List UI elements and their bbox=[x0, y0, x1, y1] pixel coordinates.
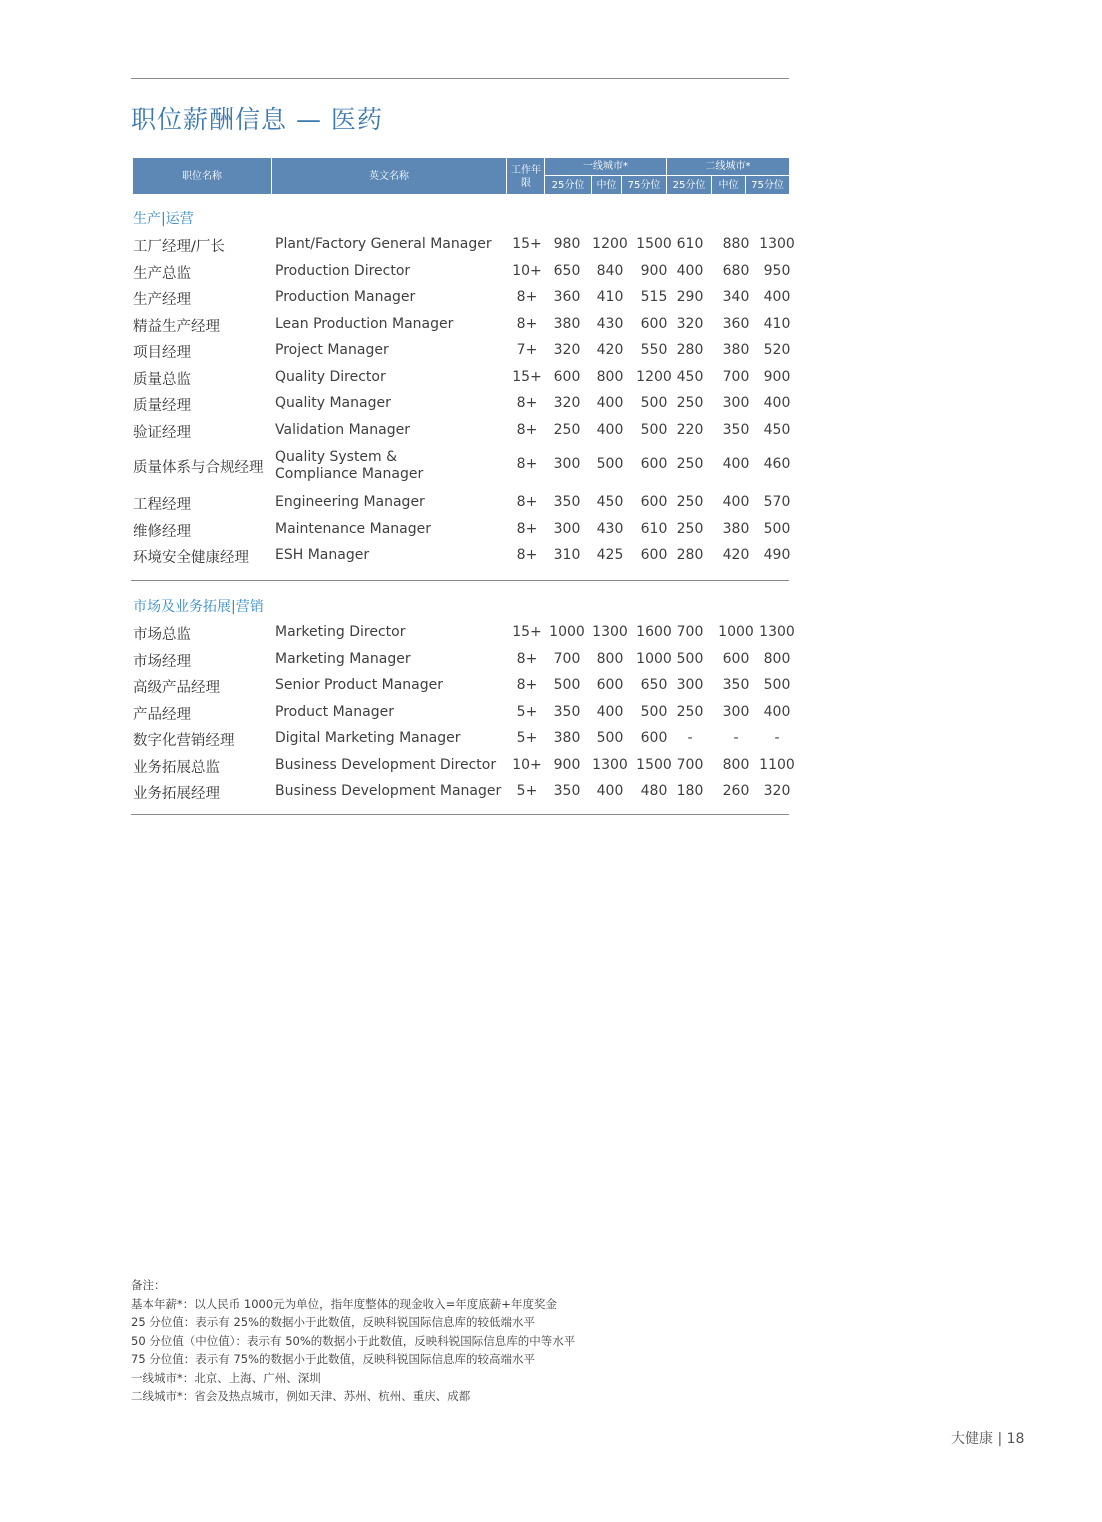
salary-cell: 880 bbox=[722, 236, 750, 252]
salary-cell: 1000 bbox=[718, 624, 754, 640]
years-cell: 8+ bbox=[516, 677, 538, 693]
salary-cell: 500 bbox=[596, 456, 624, 472]
salary-cell: 450 bbox=[763, 422, 791, 438]
position-cn: 产品经理 bbox=[133, 707, 191, 723]
position-en: Engineering Manager bbox=[275, 494, 425, 510]
salary-cell: 380 bbox=[553, 316, 581, 332]
salary-cell: 1200 bbox=[636, 369, 672, 385]
table-row bbox=[0, 449, 1102, 482]
salary-cell: 300 bbox=[553, 456, 581, 472]
salary-cell: 550 bbox=[640, 342, 668, 358]
position-en: Digital Marketing Manager bbox=[275, 730, 461, 746]
salary-cell: 500 bbox=[640, 422, 668, 438]
salary-cell: 250 bbox=[676, 456, 704, 472]
salary-cell: 280 bbox=[676, 342, 704, 358]
note-line: 50 分位值（中位值）：表示有 50%的数据小于此数值，反映科锐国际信息库的中等水平 bbox=[131, 1333, 576, 1348]
note-line: 二线城市*：省会及热点城市，例如天津、苏州、杭州、重庆、成都 bbox=[131, 1389, 471, 1403]
position-cn: 业务拓展经理 bbox=[133, 786, 220, 802]
header-position-cn: 职位名称 bbox=[182, 170, 222, 182]
note-heading: 备注： bbox=[131, 1278, 166, 1292]
salary-cell: 400 bbox=[596, 704, 624, 720]
years-cell: 8+ bbox=[516, 395, 538, 411]
page-footer: 大健康 | 18 bbox=[951, 1431, 1025, 1447]
header-tier2: 二线城市* bbox=[705, 161, 751, 172]
years-cell: 15+ bbox=[512, 369, 542, 385]
salary-cell: 700 bbox=[676, 757, 704, 773]
table-row bbox=[0, 288, 1102, 314]
salary-cell: 1000 bbox=[549, 624, 585, 640]
salary-cell: 600 bbox=[640, 456, 668, 472]
position-en: Marketing Manager bbox=[275, 651, 411, 667]
header-t2-p75: 75分位 bbox=[751, 179, 784, 191]
table-row bbox=[0, 703, 1102, 729]
section-title: 生产|运营 bbox=[133, 211, 194, 227]
position-cn: 精益生产经理 bbox=[133, 319, 220, 335]
salary-cell: 300 bbox=[722, 395, 750, 411]
salary-cell: 1200 bbox=[592, 236, 628, 252]
note-line: 75 分位值：表示有 75%的数据小于此数值，反映科锐国际信息库的较高端水平 bbox=[131, 1352, 536, 1366]
years-cell: 5+ bbox=[516, 783, 538, 799]
position-cn: 环境安全健康经理 bbox=[133, 550, 249, 566]
position-cn: 业务拓展总监 bbox=[133, 760, 220, 776]
years-cell: 7+ bbox=[516, 342, 538, 358]
salary-cell: 320 bbox=[553, 342, 581, 358]
salary-cell: 1300 bbox=[759, 624, 795, 640]
salary-cell: 410 bbox=[763, 316, 791, 332]
table-row bbox=[0, 394, 1102, 420]
header-t2-median: 中位 bbox=[718, 179, 739, 191]
salary-cell: 180 bbox=[676, 783, 704, 799]
salary-cell: 500 bbox=[676, 651, 704, 667]
years-cell: 10+ bbox=[512, 757, 542, 773]
position-en: Lean Production Manager bbox=[275, 316, 454, 332]
salary-cell: 840 bbox=[596, 263, 624, 279]
salary-cell: 450 bbox=[596, 494, 624, 510]
header-years: 工作年限 bbox=[511, 165, 541, 189]
salary-cell: 250 bbox=[676, 494, 704, 510]
salary-cell: 400 bbox=[763, 289, 791, 305]
salary-cell: 1600 bbox=[636, 624, 672, 640]
salary-cell: 320 bbox=[763, 783, 791, 799]
salary-cell: 520 bbox=[763, 342, 791, 358]
position-cn: 高级产品经理 bbox=[133, 680, 220, 696]
years-cell: 15+ bbox=[512, 236, 542, 252]
position-cn: 生产总监 bbox=[133, 266, 191, 282]
salary-cell: 900 bbox=[763, 369, 791, 385]
salary-cell: 350 bbox=[722, 677, 750, 693]
position-cn: 数字化营销经理 bbox=[133, 733, 235, 749]
salary-cell: 360 bbox=[553, 289, 581, 305]
salary-cell: 410 bbox=[596, 289, 624, 305]
position-en: Validation Manager bbox=[275, 422, 410, 438]
salary-cell: 320 bbox=[676, 316, 704, 332]
salary-cell: 500 bbox=[763, 521, 791, 537]
salary-cell: 400 bbox=[596, 783, 624, 799]
position-cn: 生产经理 bbox=[133, 292, 191, 308]
salary-cell: 1300 bbox=[592, 624, 628, 640]
table-row bbox=[0, 650, 1102, 676]
note-line: 一线城市*：北京、上海、广州、深圳 bbox=[131, 1370, 321, 1385]
years-cell: 8+ bbox=[516, 289, 538, 305]
position-en: Senior Product Manager bbox=[275, 677, 444, 693]
salary-cell: 400 bbox=[676, 263, 704, 279]
salary-cell: 600 bbox=[722, 651, 750, 667]
table-row bbox=[0, 782, 1102, 808]
salary-cell: 610 bbox=[640, 521, 668, 537]
position-cn: 验证经理 bbox=[133, 425, 191, 441]
salary-cell: 680 bbox=[722, 263, 750, 279]
salary-cell: 340 bbox=[722, 289, 750, 305]
position-en: Quality Manager bbox=[275, 395, 391, 411]
header-position-en: 英文名称 bbox=[369, 170, 409, 182]
salary-cell: 1100 bbox=[759, 757, 795, 773]
salary-cell: 450 bbox=[676, 369, 704, 385]
salary-cell: 420 bbox=[722, 547, 750, 563]
salary-cell: 600 bbox=[640, 730, 668, 746]
position-cn: 质量经理 bbox=[133, 398, 191, 414]
salary-cell: 600 bbox=[553, 369, 581, 385]
salary-cell: 800 bbox=[722, 757, 750, 773]
salary-cell: 950 bbox=[763, 263, 791, 279]
salary-cell: 400 bbox=[596, 422, 624, 438]
position-en: Marketing Director bbox=[275, 624, 406, 640]
position-en: Product Manager bbox=[275, 704, 394, 720]
salary-cell: 650 bbox=[553, 263, 581, 279]
position-en: ESH Manager bbox=[275, 547, 370, 563]
position-en: Plant/Factory General Manager bbox=[275, 236, 492, 252]
position-cn: 项目经理 bbox=[133, 345, 191, 361]
salary-cell: 400 bbox=[763, 704, 791, 720]
table-row bbox=[0, 729, 1102, 755]
salary-cell: 800 bbox=[596, 369, 624, 385]
position-en-line2: Compliance Manager bbox=[275, 466, 424, 482]
position-en: Maintenance Manager bbox=[275, 521, 431, 537]
position-en: Quality System & bbox=[275, 449, 398, 465]
salary-cell: 600 bbox=[640, 494, 668, 510]
salary-cell: 500 bbox=[553, 677, 581, 693]
salary-cell: 1000 bbox=[636, 651, 672, 667]
salary-cell: 260 bbox=[722, 783, 750, 799]
years-cell: 8+ bbox=[516, 316, 538, 332]
salary-cell: 300 bbox=[722, 704, 750, 720]
salary-cell: 360 bbox=[722, 316, 750, 332]
salary-cell: 500 bbox=[596, 730, 624, 746]
years-cell: 5+ bbox=[516, 704, 538, 720]
salary-cell: 290 bbox=[676, 289, 704, 305]
salary-cell: 1300 bbox=[759, 236, 795, 252]
header-t1-p25: 25分位 bbox=[551, 179, 585, 191]
header-t2-p25: 25分位 bbox=[672, 179, 706, 191]
position-cn: 工厂经理/厂长 bbox=[133, 239, 225, 255]
salary-cell: 430 bbox=[596, 316, 624, 332]
salary-cell: 1500 bbox=[636, 757, 672, 773]
table-row bbox=[0, 676, 1102, 702]
salary-cell: 515 bbox=[640, 289, 668, 305]
table-row bbox=[0, 262, 1102, 288]
salary-cell: 400 bbox=[596, 395, 624, 411]
table-row bbox=[0, 623, 1102, 649]
salary-cell: 320 bbox=[553, 395, 581, 411]
table-row bbox=[0, 341, 1102, 367]
notes bbox=[131, 1276, 575, 1406]
position-cn: 质量体系与合规经理 bbox=[133, 460, 264, 476]
salary-cell: 700 bbox=[553, 651, 581, 667]
salary-cell: 650 bbox=[640, 677, 668, 693]
position-cn: 市场经理 bbox=[133, 654, 191, 670]
salary-cell: 300 bbox=[553, 521, 581, 537]
salary-cell: 380 bbox=[553, 730, 581, 746]
position-cn: 维修经理 bbox=[133, 524, 191, 540]
table-row bbox=[0, 756, 1102, 782]
salary-cell: 480 bbox=[640, 783, 668, 799]
salary-cell: 250 bbox=[676, 521, 704, 537]
salary-cell: 250 bbox=[676, 395, 704, 411]
salary-cell: 600 bbox=[596, 677, 624, 693]
salary-cell: 310 bbox=[553, 547, 581, 563]
years-cell: 8+ bbox=[516, 456, 538, 472]
salary-cell: 425 bbox=[596, 547, 624, 563]
header-tier1: 一线城市* bbox=[583, 161, 628, 172]
salary-cell: 800 bbox=[596, 651, 624, 667]
salary-cell: 800 bbox=[763, 651, 791, 667]
position-en: Production Director bbox=[275, 263, 411, 279]
salary-cell: 400 bbox=[722, 456, 750, 472]
position-cn: 工程经理 bbox=[133, 497, 191, 513]
salary-cell: 460 bbox=[763, 456, 791, 472]
note-line: 基本年薪*：以人民币 1000元为单位，指年度整体的现金收入=年度底薪+年度奖金 bbox=[131, 1296, 557, 1311]
salary-cell: 250 bbox=[676, 704, 704, 720]
salary-cell: 420 bbox=[596, 342, 624, 358]
years-cell: 8+ bbox=[516, 547, 538, 563]
header-t1-median: 中位 bbox=[596, 179, 617, 191]
salary-cell: 350 bbox=[553, 494, 581, 510]
years-cell: 8+ bbox=[516, 651, 538, 667]
salary-cell: 500 bbox=[763, 677, 791, 693]
table-row bbox=[0, 368, 1102, 394]
years-cell: 8+ bbox=[516, 422, 538, 438]
section-divider bbox=[131, 814, 789, 815]
salary-cell: - bbox=[733, 730, 739, 746]
years-cell: 10+ bbox=[512, 263, 542, 279]
salary-cell: 220 bbox=[676, 422, 704, 438]
salary-cell: 610 bbox=[676, 236, 704, 252]
position-en: Quality Director bbox=[275, 369, 386, 385]
position-cn: 质量总监 bbox=[133, 372, 191, 388]
salary-cell: 400 bbox=[722, 494, 750, 510]
salary-cell: 350 bbox=[553, 783, 581, 799]
section-divider bbox=[131, 580, 789, 581]
salary-cell: - bbox=[774, 730, 780, 746]
salary-cell: 400 bbox=[763, 395, 791, 411]
years-cell: 5+ bbox=[516, 730, 538, 746]
salary-cell: 700 bbox=[722, 369, 750, 385]
table-row bbox=[0, 421, 1102, 447]
years-cell: 8+ bbox=[516, 494, 538, 510]
table-header bbox=[133, 158, 789, 194]
note-line: 25 分位值：表示有 25%的数据小于此数值，反映科锐国际信息库的较低端水平 bbox=[131, 1315, 536, 1329]
salary-cell: 490 bbox=[763, 547, 791, 563]
salary-cell: 280 bbox=[676, 547, 704, 563]
table-row bbox=[0, 493, 1102, 519]
salary-cell: 900 bbox=[640, 263, 668, 279]
salary-cell: 350 bbox=[722, 422, 750, 438]
table-row bbox=[0, 546, 1102, 572]
salary-cell: 430 bbox=[596, 521, 624, 537]
salary-cell: 600 bbox=[640, 547, 668, 563]
position-en: Business Development Director bbox=[275, 757, 497, 773]
salary-cell: 350 bbox=[553, 704, 581, 720]
years-cell: 8+ bbox=[516, 521, 538, 537]
salary-cell: 500 bbox=[640, 395, 668, 411]
position-en: Production Manager bbox=[275, 289, 416, 305]
salary-cell: 380 bbox=[722, 342, 750, 358]
salary-cell: 570 bbox=[763, 494, 791, 510]
salary-cell: - bbox=[687, 730, 693, 746]
salary-cell: 380 bbox=[722, 521, 750, 537]
years-cell: 15+ bbox=[512, 624, 542, 640]
table-row bbox=[0, 235, 1102, 261]
salary-cell: 900 bbox=[553, 757, 581, 773]
table-row bbox=[0, 315, 1102, 341]
header-t1-p75: 75分位 bbox=[627, 179, 661, 191]
salary-cell: 300 bbox=[676, 677, 704, 693]
section-title: 市场及业务拓展|营销 bbox=[133, 599, 264, 615]
salary-cell: 600 bbox=[640, 316, 668, 332]
salary-cell: 1500 bbox=[636, 236, 672, 252]
position-en: Business Development Manager bbox=[275, 783, 502, 799]
position-cn: 市场总监 bbox=[133, 627, 191, 643]
position-en: Project Manager bbox=[275, 342, 389, 358]
salary-cell: 250 bbox=[553, 422, 581, 438]
salary-cell: 980 bbox=[553, 236, 581, 252]
salary-cell: 1300 bbox=[592, 757, 628, 773]
salary-cell: 500 bbox=[640, 704, 668, 720]
table-row bbox=[0, 520, 1102, 546]
page-title: 职位薪酬信息 — 医药 bbox=[131, 105, 383, 134]
top-divider bbox=[131, 78, 789, 79]
salary-cell: 700 bbox=[676, 624, 704, 640]
